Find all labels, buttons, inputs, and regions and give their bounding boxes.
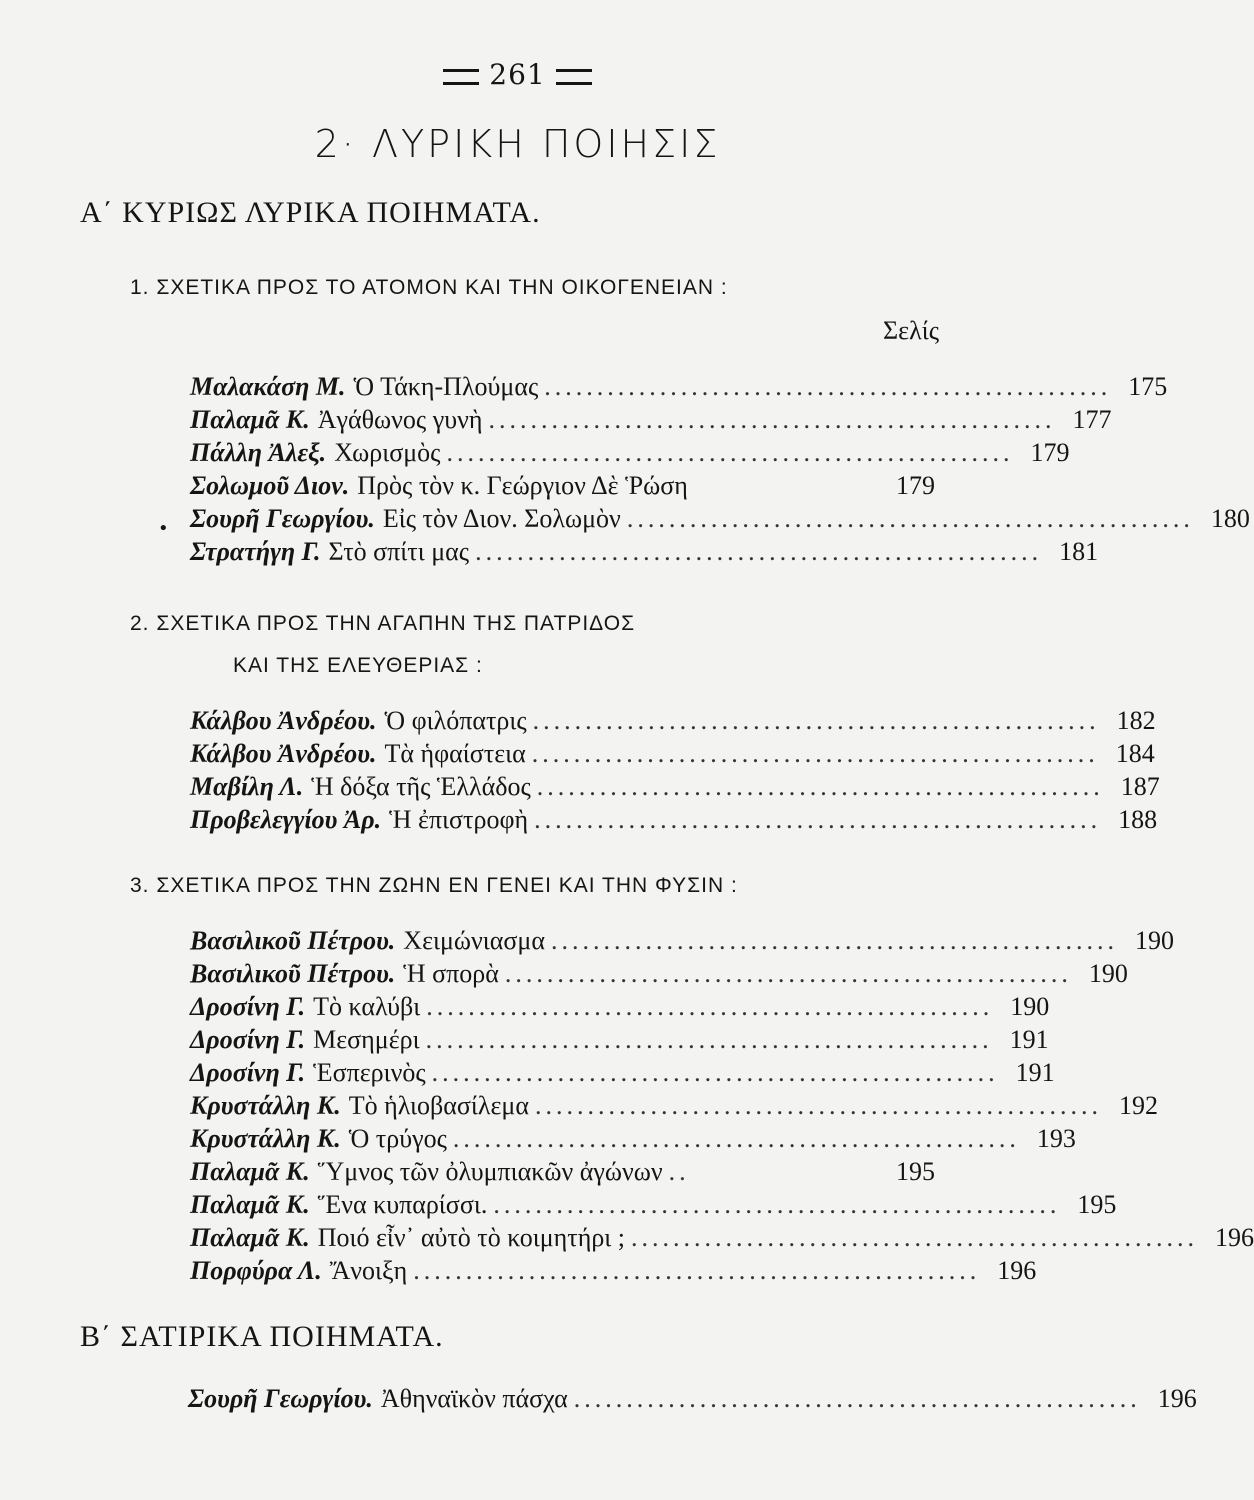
section-heading-b: Β΄ ΣΑΤΙΡΙΚΑ ΠΟΙΗΜΑΤΑ. xyxy=(80,1320,444,1353)
entry-page: 180 xyxy=(1210,504,1250,533)
leader-dots: ...................................................... xyxy=(626,504,1194,533)
leader-dots: ...................................................... xyxy=(536,772,1104,801)
entry-author: Δροσίνη Γ. xyxy=(190,1058,306,1087)
entry-page: 187 xyxy=(1120,772,1160,801)
entry-page: 184 xyxy=(1115,739,1155,768)
leader-dots: ...................................................... xyxy=(493,1190,1061,1219)
entry-title: Πρὸς τὸν κ. Γεώργιον Δὲ Ῥώση xyxy=(357,471,688,500)
entry-author: Παλαμᾶ Κ. xyxy=(190,1223,310,1252)
leader-dots: ...................................................... xyxy=(573,1384,1141,1413)
toc-entry xyxy=(190,537,1099,571)
entry-page: 191 xyxy=(1009,1025,1049,1054)
entry-author: Δροσίνη Γ. xyxy=(190,1025,306,1054)
entry-title: Τὸ ἡλιοβασίλεμα xyxy=(348,1091,529,1120)
entry-title: Ὁ φιλόπατρις xyxy=(384,706,527,735)
entry-author: Μαβίλη Λ. xyxy=(190,772,304,801)
entry-page: 195 xyxy=(896,1157,935,1186)
leader-dots: ...................................................... xyxy=(504,959,1072,988)
entry-page: 190 xyxy=(1135,926,1174,955)
entry-page: 193 xyxy=(1036,1124,1076,1153)
toc-entry xyxy=(190,1025,1049,1059)
section-heading-a: Α΄ ΚΥΡΙΩΣ ΛΥΡΙΚΑ ΠΟΙΗΜΑΤΑ. xyxy=(80,196,541,229)
sub-heading-2-cont: ΚΑΙ ΤΗΣ ΕΛΕΥΘΕΡΙΑΣ : xyxy=(233,654,483,677)
entry-title: Στὸ σπίτι μας xyxy=(328,537,470,566)
leader-dots: ...................................................... xyxy=(488,405,1056,434)
toc-entry xyxy=(190,1124,1076,1158)
entry-page: 177 xyxy=(1072,405,1112,434)
entry-title: Ὁ τρύγος xyxy=(348,1124,447,1153)
entry-page: 181 xyxy=(1059,537,1099,566)
entry-title: Ἡ ἐπιστροφὴ xyxy=(389,805,529,834)
toc-entry xyxy=(190,706,1156,740)
toc-entry xyxy=(190,1190,1117,1224)
toc-entry xyxy=(190,805,1158,839)
leader-dots: ...................................................... xyxy=(452,1124,1020,1153)
toc-entry xyxy=(190,438,1070,472)
toc-entry xyxy=(190,1256,1037,1290)
sub-heading-2: 2. ΣΧΕΤΙΚΑ ΠΡΟΣ ΤΗΝ ΑΓΑΠΗΝ ΤΗΣ ΠΑΤΡΙΔΟΣ xyxy=(130,612,636,635)
toc-entry xyxy=(190,471,935,505)
entry-title: Ἄνοιξη xyxy=(329,1256,408,1285)
rule-left xyxy=(443,69,479,85)
entry-author: Σουρῆ Γεωργίου. xyxy=(190,504,375,533)
entry-title: Χωρισμὸς xyxy=(334,438,441,467)
entry-title: Ἡ σπορὰ xyxy=(403,959,499,988)
entry-page: 191 xyxy=(1015,1058,1055,1087)
entry-title: Ἑσπερινὸς xyxy=(313,1058,426,1087)
toc-entry xyxy=(190,1157,935,1191)
entry-title: Ὕμνος τῶν ὀλυμπιακῶν ἀγώνων xyxy=(317,1157,663,1186)
leader-dots: ...................................................... xyxy=(531,739,1099,768)
entry-author: Παλαμᾶ Κ. xyxy=(190,405,310,434)
entry-author: Βασιλικοῦ Πέτρου. xyxy=(190,926,396,955)
entry-author: Παλαμᾶ Κ. xyxy=(190,1157,310,1186)
entry-author: Κάλβου Ἀνδρέου. xyxy=(190,706,377,735)
entry-author: Προβελεγγίου Ἀρ. xyxy=(190,805,382,834)
toc-entry xyxy=(190,992,1050,1026)
entry-title: Χειμώνιασμα xyxy=(403,926,545,955)
leader-dots: ...................................................... xyxy=(544,372,1112,401)
leader-dots: ...................................................... xyxy=(551,926,1118,955)
leader-dots: ...................................................... xyxy=(425,1025,993,1054)
entry-author: Στρατήγη Γ. xyxy=(190,537,321,566)
entry-title: Τὸ καλύβι xyxy=(313,992,421,1021)
entry-page: 195 xyxy=(1077,1190,1117,1219)
entry-title: Εἰς τὸν Διον. Σολωμὸν xyxy=(382,504,621,533)
toc-entry xyxy=(188,1384,1197,1418)
entry-page: 190 xyxy=(1010,992,1050,1021)
toc-entry xyxy=(190,405,1112,439)
leader-dots: ...................................................... xyxy=(426,992,994,1021)
entry-author: Πορφύρα Λ. xyxy=(190,1256,322,1285)
toc-entry xyxy=(190,504,1250,538)
entry-page: 196 xyxy=(997,1256,1037,1285)
toc-entry xyxy=(190,772,1160,806)
sub-heading-1: 1. ΣΧΕΤΙΚΑ ΠΡΟΣ ΤΟ ΑΤΟΜΟΝ ΚΑΙ ΤΗΝ ΟΙΚΟΓΕΝΕΙΑΝ : xyxy=(130,276,728,299)
sub-heading-3: 3. ΣΧΕΤΙΚΑ ΠΡΟΣ ΤΗΝ ΖΩΗΝ ΕΝ ΓΕΝΕΙ ΚΑΙ ΤΗΝ ΦΥΣΙΝ : xyxy=(130,874,738,897)
leader-dots: ...................................................... xyxy=(446,438,1014,467)
entry-page: 182 xyxy=(1116,706,1156,735)
entry-author: Παλαμᾶ Κ. xyxy=(190,1190,310,1219)
entry-page: 179 xyxy=(896,471,935,500)
entry-title: Ἀγάθωνος γυνὴ xyxy=(317,405,483,434)
entry-page: 192 xyxy=(1118,1091,1158,1120)
entry-author: Κρυστάλλη Κ. xyxy=(190,1124,341,1153)
entry-author: Μαλακάση Μ. xyxy=(190,372,346,401)
page-column-label: Σελίς xyxy=(883,316,939,345)
chapter-title: 2· ΛΥΡΙΚΗ ΠΟΙΗΣΙΣ xyxy=(314,122,721,166)
entry-page: 190 xyxy=(1088,959,1128,988)
entry-author: Σουρῆ Γεωργίου. xyxy=(188,1384,373,1413)
entry-title: Ἕνα κυπαρίσσι. xyxy=(317,1190,488,1219)
entry-title: Τὰ ἡφαίστεια xyxy=(384,739,526,768)
entry-title: Ποιό εἶν᾽ αὐτὸ τὸ κοιμητήρι ; xyxy=(317,1223,626,1252)
leader-dots: ...................................................... xyxy=(631,1223,1199,1252)
toc-entry xyxy=(190,739,1155,773)
leader-dots: ...................................................... xyxy=(534,1091,1102,1120)
leader-dots: .. xyxy=(668,1157,690,1186)
bullet-mark: • xyxy=(158,518,169,539)
entry-page: 188 xyxy=(1118,805,1158,834)
toc-entry xyxy=(190,1058,1055,1092)
leader-dots: ...................................................... xyxy=(413,1256,981,1285)
entry-page: 179 xyxy=(1030,438,1070,467)
entry-author: Κάλβου Ἀνδρέου. xyxy=(190,739,377,768)
entry-author: Πάλλη Ἀλεξ. xyxy=(190,438,327,467)
entry-page: 175 xyxy=(1128,372,1168,401)
page-number xyxy=(0,58,1035,91)
rule-right xyxy=(556,69,592,85)
entry-page: 196 xyxy=(1215,1223,1254,1252)
entry-title: Μεσημέρι xyxy=(313,1025,420,1054)
page-number-text: 261 xyxy=(489,58,546,91)
entry-author: Σολωμοῦ Διον. xyxy=(190,471,350,500)
toc-entry xyxy=(190,959,1128,993)
toc-entry xyxy=(190,1091,1158,1125)
leader-dots: ...................................................... xyxy=(475,537,1043,566)
entry-title: Ὁ Τάκη-Πλούμας xyxy=(353,372,539,401)
leader-dots: ...................................................... xyxy=(532,706,1100,735)
entry-page: 196 xyxy=(1157,1384,1197,1413)
entry-author: Βασιλικοῦ Πέτρου. xyxy=(190,959,396,988)
toc-entry xyxy=(190,372,1168,406)
entry-title: Ἡ δόξα τῆς Ἑλλάδος xyxy=(311,772,531,801)
toc-entry xyxy=(190,1223,1254,1257)
leader-dots: ...................................................... xyxy=(431,1058,999,1087)
entry-author: Κρυστάλλη Κ. xyxy=(190,1091,341,1120)
entry-author: Δροσίνη Γ. xyxy=(190,992,306,1021)
leader-dots: ...................................................... xyxy=(534,805,1102,834)
toc-entry xyxy=(190,926,1174,960)
entry-title: Ἀθηναϊκὸν πάσχα xyxy=(380,1384,568,1413)
